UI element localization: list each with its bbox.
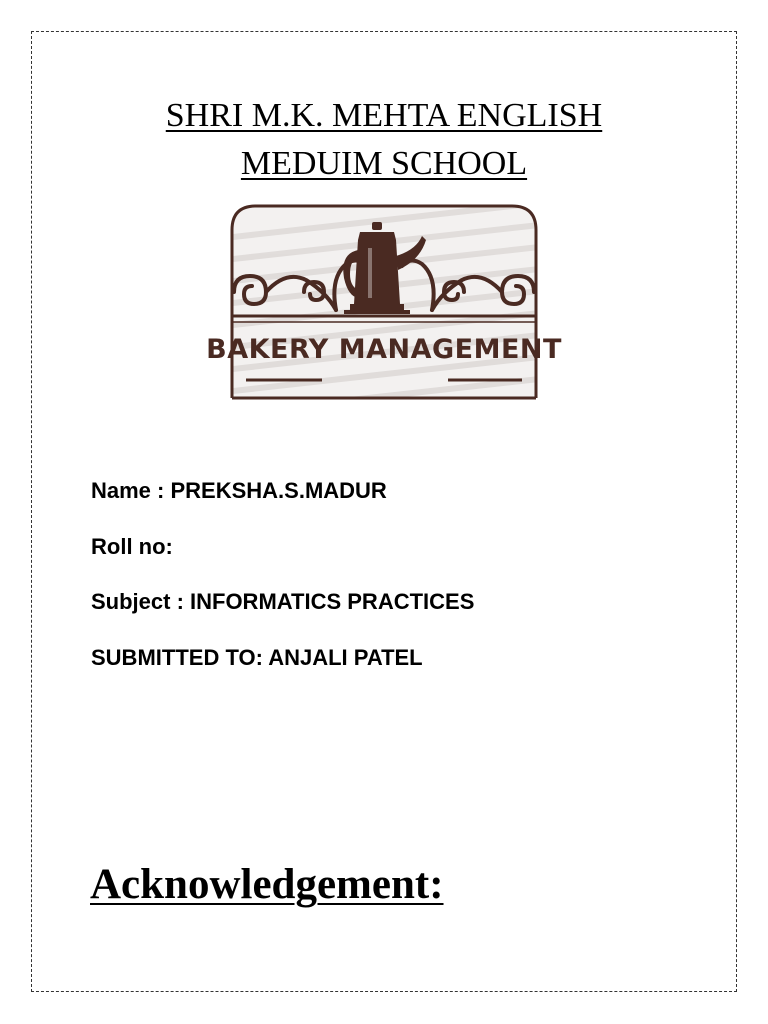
student-name: Name : PREKSHA.S.MADUR (91, 478, 387, 503)
bakery-logo (206, 200, 562, 406)
school-title-line-1: SHRI M.K. MEHTA ENGLISH (165, 97, 603, 134)
subject: Subject : INFORMATICS PRACTICES (91, 589, 475, 614)
acknowledgement-heading: Acknowledgement: (90, 861, 444, 908)
submitted-to: SUBMITTED TO: ANJALI PATEL (91, 645, 423, 670)
logo-text: BAKERY MANAGEMENT (206, 334, 562, 365)
school-title (0, 92, 768, 188)
bakery-logo-graphic (206, 200, 562, 406)
roll-number: Roll no: (91, 534, 173, 559)
school-title-line-2: MEDUIM SCHOOL (240, 145, 528, 182)
